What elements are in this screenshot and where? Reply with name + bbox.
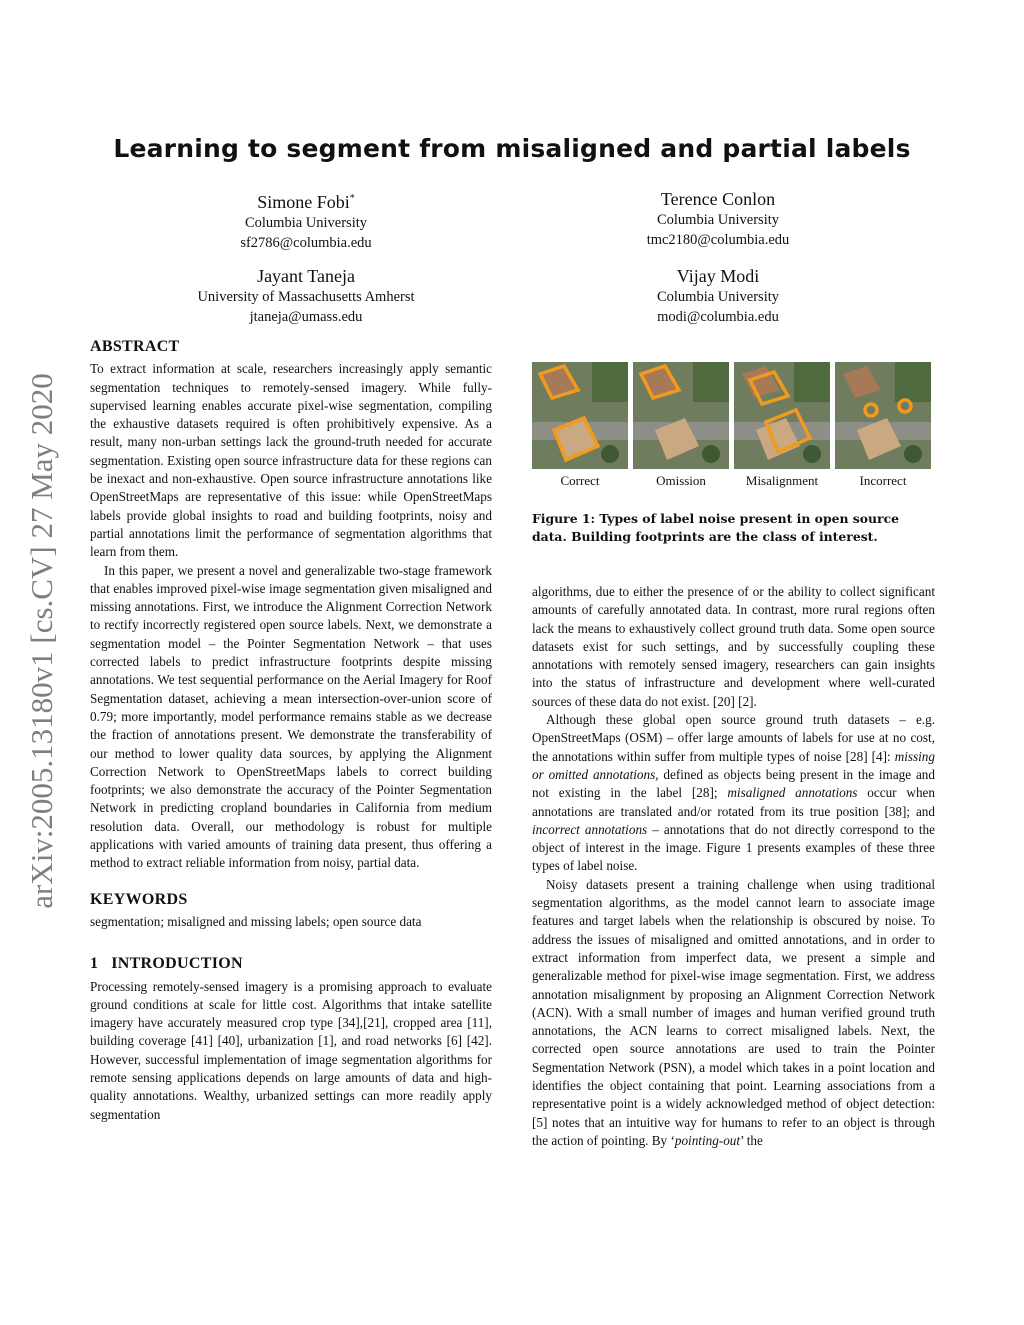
author-name: Simone Fobi* — [257, 192, 355, 212]
author-affiliation: Columbia University — [244, 215, 368, 231]
term-incorrect-annotations: incorrect annotations — [532, 821, 648, 837]
abstract-paragraph: To extract information at scale, researchers increasingly apply semantic segmentation techniques to remotely-sensed imagery. While fully-supervised learning enables accurate pixel-wise segmentation, compiling the exhaustive datasets required is often prohibitively expensive. As a result, many non-urban settings lack the ground-truth needed for accurate segmentation. Existing open source infrastructure data for these regions can be inexact and non-exhaustive. Open source infrastructure annotations like OpenStreetMaps are representative of this issue: while OpenStreetMaps labels provide global insights to road and building footprints, noisy and partial annotations limit the performance of segmentation algorithms that learn from them. — [90, 361, 492, 560]
introduction-heading: 1 INTRODUCTION — [90, 955, 243, 973]
author-block-3 — [156, 265, 456, 327]
author-affiliation: Columbia University — [656, 289, 780, 305]
abstract-paragraph: In this paper, we present a novel and generalizable two-stage framework that enables improved pixel-wise image segmentation given misaligned and missing annotations. First, we introduce the Alignment Correction Network to rectify incorrectly registered open source labels. Next, we demonstrate a segmentation model – the Pointer Segmentation Network – that uses corrected labels to predict infrastructure footprints despite missing annotations. We test sequential performance on the Aerial Imagery for Roof Segmentation dataset, achieving a mean intersection-over-union score of 0.79; more importantly, model performance remains stable as we decrease the fraction of annotations present. We demonstrate the transferability of our method to lower quality data sources, by applying the Alignment Correction Network to OpenStreetMaps labels to correct building footprints; we also demonstrate the accuracy of the Pointer Segmentation Network in predicting cropland boundaries in California from medium resolution data. Overall, our methodology is robust for multiple applications with varied amounts of training data present, thus offering a method to extract reliable information from noisy, partial data. — [90, 562, 492, 871]
aerial-tile-omission — [633, 362, 729, 469]
figure-label-omission: Omission — [656, 473, 706, 488]
aerial-tile-misalignment — [734, 362, 830, 469]
arxiv-identifier: arXiv:2005.13180v1 [cs.CV] 27 May 2020 — [24, 373, 59, 909]
author-email[interactable]: modi@columbia.edu — [657, 309, 779, 325]
aerial-tile-correct — [532, 362, 628, 469]
intro-paragraph: Noisy datasets present a training challenge when using traditional segmentation algorithms, as the model cannot learn to associate image features and target labels when the relationship is obscured by noise. To address the issues of misaligned and omitted annotations, and in order to extract information from imperfect data, we present a simple and generalizable method for pixel-wise image segmentation. First, we address annotation misalignment by proposing an Alignment Correction Network (ACN). With a small number of images and human verified ground truth annotations, the ACN learns to correct misaligned labels. Next, the corrected open source annotations are used to train the Pointer Segmentation Network (PSN), a model which takes in a point location and identifies the object containing that point. Learning associations from a representative point is a widely acknowledged method of object detection: [5] notes that an intuitive way for humans to refer to an object is through the action of pointing. By ‘pointing-out’ the — [532, 876, 935, 1148]
figure-label-incorrect: Incorrect — [859, 473, 907, 488]
author-block-4 — [618, 265, 818, 327]
author-name: Vijay Modi — [676, 266, 760, 286]
author-email[interactable]: jtaneja@umass.edu — [249, 309, 363, 325]
intro-paragraph: Although these global open source ground truth datasets – e.g. OpenStreetMaps (OSM) – offer large amounts of labels for use at no cost, the annotations within suffer from multiple types of noise [28] [4]: missing or omitted annotations, defined as objects being present in the image and not existing in the label [28]; misaligned annotations occur when annotations are translated and/or rotated from its true position [38]; and incorrect annotations – annotations that do not directly correspond to the object of interest in the image. Figure 1 presents examples of these three types of label noise. — [532, 712, 935, 874]
author-affiliation: Columbia University — [656, 212, 780, 228]
intro-paragraph: Processing remotely-sensed imagery is a promising approach to evaluate ground conditions at scale for little cost. Algorithms that intake satellite imagery have accurately measured crop type [34],[21], cropped area [11], building coverage [41] [40], urbanization [1], and road networks [6] [42]. However, successful implementation of image segmentation algorithms for remote sensing applications depends on large amounts of data and high-quality annotations. Wealthy, urbanized settings can more readily apply segmentation — [90, 978, 492, 1122]
figure-1 — [532, 362, 932, 489]
term-misaligned-annotations: misaligned annotations — [727, 785, 858, 801]
right-column — [532, 583, 935, 1150]
left-column — [90, 338, 492, 1124]
author-email[interactable]: sf2786@columbia.edu — [240, 235, 372, 251]
author-name: Jayant Taneja — [257, 266, 355, 286]
term-pointing-out: pointing-out — [674, 1132, 741, 1148]
paper-title: Learning to segment from misaligned and partial labels — [113, 134, 911, 163]
keywords-heading: KEYWORDS — [90, 890, 188, 908]
author-name: Terence Conlon — [660, 189, 776, 209]
keywords-text: segmentation; misaligned and missing labels; open source data — [90, 913, 422, 929]
figure-label-correct: Correct — [560, 473, 600, 488]
aerial-tile-incorrect — [835, 362, 931, 469]
intro-paragraph: algorithms, due to either the presence of or the ability to collect significant amounts of carefully annotated data. In contrast, more rural regions often lack the means to exhaustively collect ground truth data. Some open source datasets exist for such settings, and by successfully coupling these annotations with remotely sensed imagery, researchers can gain insights into the status of infrastructure and development where well-curated sources of these data do not exist. [20] [2]. — [532, 584, 935, 709]
abstract-heading: ABSTRACT — [90, 338, 180, 355]
author-email[interactable]: tmc2180@columbia.edu — [646, 232, 790, 248]
figure-label-misalignment: Misalignment — [745, 473, 819, 488]
author-block-1 — [216, 188, 396, 253]
author-block-2 — [618, 188, 818, 250]
author-affiliation: University of Massachusetts Amherst — [197, 289, 415, 305]
author-footnote-mark: * — [349, 193, 355, 204]
figure-1-caption: Figure 1: Types of label noise present in open source data. Building footprints are the class of interest. — [532, 511, 900, 544]
term-missing-annotations: missing or omitted annotations — [532, 748, 935, 782]
